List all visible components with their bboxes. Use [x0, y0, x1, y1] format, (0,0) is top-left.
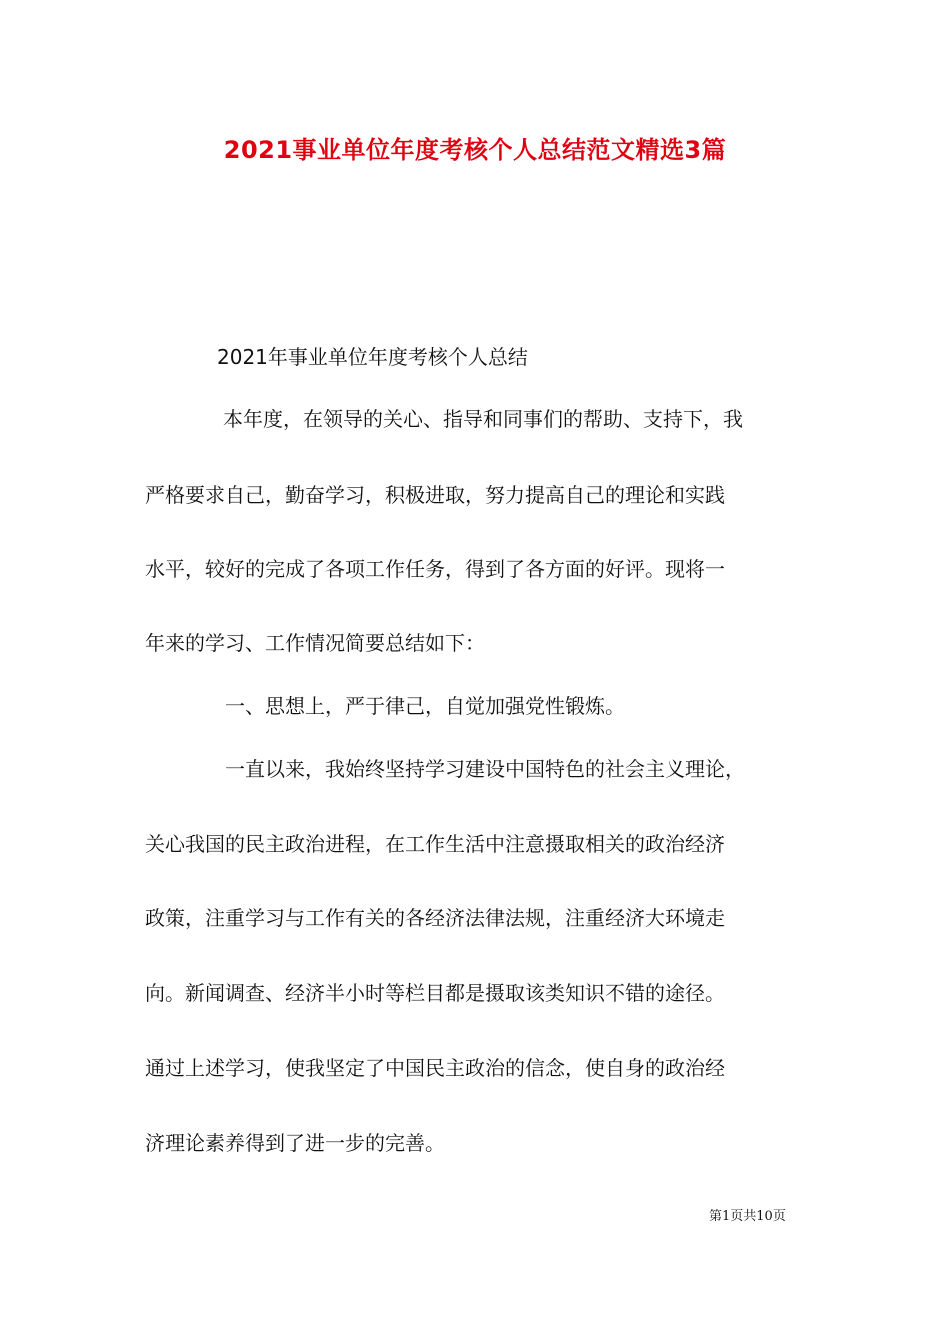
paragraph-1-line-3: 水平，较好的完成了各项工作任务，得到了各方面的好评。现将一 [145, 557, 725, 581]
document-subtitle: 2021年事业单位年度考核个人总结 [217, 345, 528, 369]
paragraph-1-line-1: 本年度，在领导的关心、指导和同事们的帮助、支持下，我 [223, 407, 743, 431]
paragraph-2-line-6: 济理论素养得到了进一步的完善。 [145, 1131, 445, 1155]
paragraph-2-line-2: 关心我国的民主政治进程，在工作生活中注意摄取相关的政治经济 [145, 832, 725, 856]
paragraph-2-line-4: 向。新闻调查、经济半小时等栏目都是摄取该类知识不错的途径。 [145, 981, 725, 1005]
document-title: 2021事业单位年度考核个人总结范文精选3篇 [223, 136, 727, 164]
paragraph-2-line-3: 政策，注重学习与工作有关的各经济法律法规，注重经济大环境走 [145, 906, 725, 930]
paragraph-2-line-5: 通过上述学习，使我坚定了中国民主政治的信念，使自身的政治经 [145, 1056, 725, 1080]
paragraph-2-line-1: 一直以来，我始终坚持学习建设中国特色的社会主义理论， [225, 757, 745, 781]
paragraph-1-line-2: 严格要求自己，勤奋学习，积极进取，努力提高自己的理论和实践 [145, 483, 725, 507]
section-1-heading: 一、思想上，严于律己，自觉加强党性锻炼。 [225, 694, 625, 718]
paragraph-1-line-4: 年来的学习、工作情况简要总结如下： [145, 631, 485, 655]
page-number-footer: 第1页共10页 [709, 1209, 786, 1224]
